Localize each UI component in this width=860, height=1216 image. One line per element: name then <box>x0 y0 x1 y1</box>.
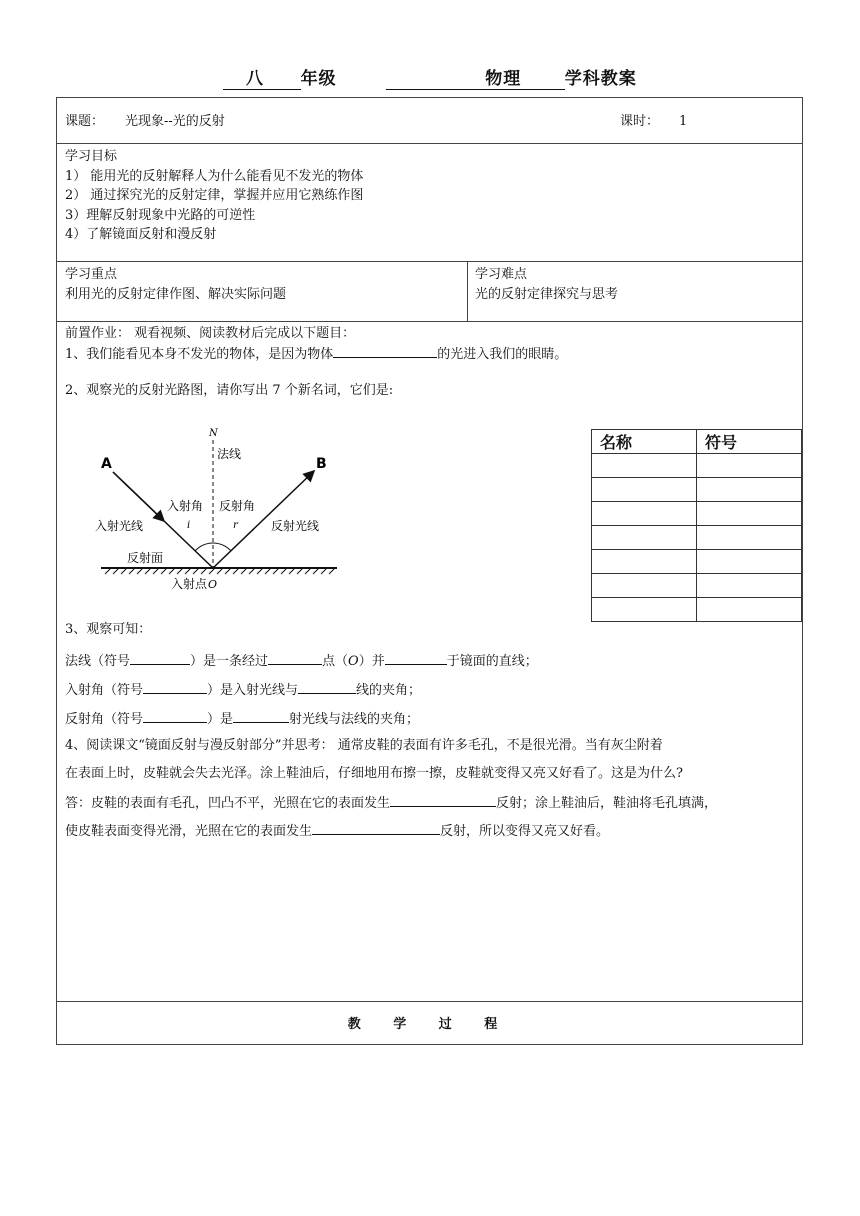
question-4-line-2: 在表面上时，皮鞋就会失去光泽。涂上鞋油后，仔细地用布擦一擦，皮鞋就变得又亮又好看了。这是为什么? <box>65 766 683 781</box>
table-header-name: 名称 <box>592 430 697 454</box>
answer-blank[interactable] <box>333 343 437 358</box>
hours-label: 课时： <box>620 114 660 129</box>
table-cell[interactable] <box>592 574 697 598</box>
focus-value: 利用光的反射定律作图、解决实际问题 <box>65 286 287 302</box>
question-4-line-1: 4、阅读课文“镜面反射与漫反射部分”并思考： 通常皮鞋的表面有许多毛孔，不是很光滑。当有灰尘附着 <box>65 738 663 753</box>
incident-point-label: 入射点 <box>171 577 208 591</box>
table-row <box>592 526 802 550</box>
reflection-angle-symbol: r <box>233 520 238 531</box>
difficulty-title: 学习难点 <box>475 267 528 282</box>
table-row <box>592 478 802 502</box>
table-cell[interactable] <box>697 454 802 478</box>
hours-value: 1 <box>679 114 688 129</box>
answer-blank[interactable] <box>233 708 289 723</box>
point-a-label: A <box>101 456 112 472</box>
answer-blank[interactable] <box>130 650 190 665</box>
table-header-symbol: 符号 <box>697 430 802 454</box>
reflected-ray-label: 反射光线 <box>271 519 320 533</box>
lesson-plan-table <box>56 97 803 1045</box>
table-cell[interactable] <box>592 478 697 502</box>
normal-label: 法线 <box>217 447 242 461</box>
incident-angle-label: 入射角 <box>167 499 204 513</box>
difficulty-value: 光的反射定律探究与思考 <box>475 286 619 302</box>
question-3-line-1: 法线（符号 ）是一条经过 点（O）并 于镜面的直线； <box>65 650 538 672</box>
point-o-label: O <box>208 578 218 591</box>
homework-intro: 前置作业： 观看视频、阅读教材后完成以下题目： <box>65 326 356 341</box>
incident-angle-symbol: i <box>187 520 191 531</box>
teaching-process-row <box>57 1002 802 1044</box>
question-1: 1、我们能看见本身不发光的物体，是因为物体 的光进入我们的眼睛。 <box>65 343 567 365</box>
table-row <box>592 502 802 526</box>
surface-label: 反射面 <box>127 551 164 565</box>
focus-title: 学习重点 <box>65 267 118 282</box>
question-3-line-2: 入射角（符号 ）是入射光线与 线的夹角； <box>65 679 421 701</box>
page-header <box>0 64 860 90</box>
terms-table <box>591 429 802 622</box>
goal-item: 1） 能用光的反射解释人为什么能看见不发光的物体 <box>65 168 364 184</box>
topic-row <box>57 98 802 144</box>
table-cell[interactable] <box>697 574 802 598</box>
goal-item: 2） 通过探究光的反射定律，掌握并应用它熟练作图 <box>65 188 364 203</box>
answer-blank[interactable] <box>298 679 356 694</box>
learning-goals <box>57 144 802 262</box>
goals-title: 学习目标 <box>65 149 118 164</box>
key-points-row <box>57 262 802 322</box>
table-cell[interactable] <box>697 598 802 622</box>
table-cell[interactable] <box>592 598 697 622</box>
difficulty-cell <box>475 265 618 304</box>
table-cell[interactable] <box>592 502 697 526</box>
grade-suffix: 年级 <box>300 69 337 89</box>
focus-cell <box>65 265 286 304</box>
teaching-process-title: 教 学 过 程 <box>347 1017 512 1032</box>
table-row <box>592 454 802 478</box>
answer-blank[interactable] <box>390 792 496 807</box>
reflection-angle-label: 反射角 <box>219 499 256 513</box>
table-cell[interactable] <box>697 502 802 526</box>
grade-field: 八 <box>223 64 300 90</box>
table-cell[interactable] <box>592 550 697 574</box>
table-cell[interactable] <box>697 526 802 550</box>
answer-blank[interactable] <box>268 650 322 665</box>
question-3-line-3: 反射角（符号 ）是 射光线与法线的夹角； <box>65 708 419 730</box>
pre-assignment <box>57 322 802 1002</box>
table-cell[interactable] <box>697 478 802 502</box>
point-b-label: B <box>316 456 327 472</box>
question-3: 3、观察可知： <box>65 622 152 637</box>
table-row <box>592 550 802 574</box>
reflection-diagram <box>91 424 341 594</box>
table-cell[interactable] <box>592 454 697 478</box>
goal-item: 4）了解镜面反射和漫反射 <box>65 227 217 242</box>
answer-blank[interactable] <box>312 820 440 835</box>
table-cell[interactable] <box>592 526 697 550</box>
subject-field: 物理 <box>386 64 564 90</box>
incident-ray-label: 入射光线 <box>95 519 144 533</box>
question-2: 2、观察光的反射光路图，请你写出 7 个新名词，它们是: <box>65 383 394 398</box>
topic-value: 光现象--光的反射 <box>125 114 225 129</box>
answer-blank[interactable] <box>143 708 207 723</box>
subject-suffix: 学科教案 <box>564 69 637 89</box>
normal-symbol: N <box>209 428 218 439</box>
question-4-line-4: 使皮鞋表面变得光滑，光照在它的表面发生 反射，所以变得又亮又好看。 <box>65 820 609 842</box>
table-row <box>592 574 802 598</box>
answer-blank[interactable] <box>143 679 207 694</box>
topic-label: 课题： <box>65 114 105 129</box>
table-cell[interactable] <box>697 550 802 574</box>
goal-item: 3）理解反射现象中光路的可逆性 <box>65 207 256 223</box>
answer-blank[interactable] <box>385 650 447 665</box>
table-row <box>592 598 802 622</box>
question-4-line-3: 答：皮鞋的表面有毛孔，凹凸不平，光照在它的表面发生 反射；涂上鞋油后，鞋油将毛孔填满， <box>65 792 717 814</box>
